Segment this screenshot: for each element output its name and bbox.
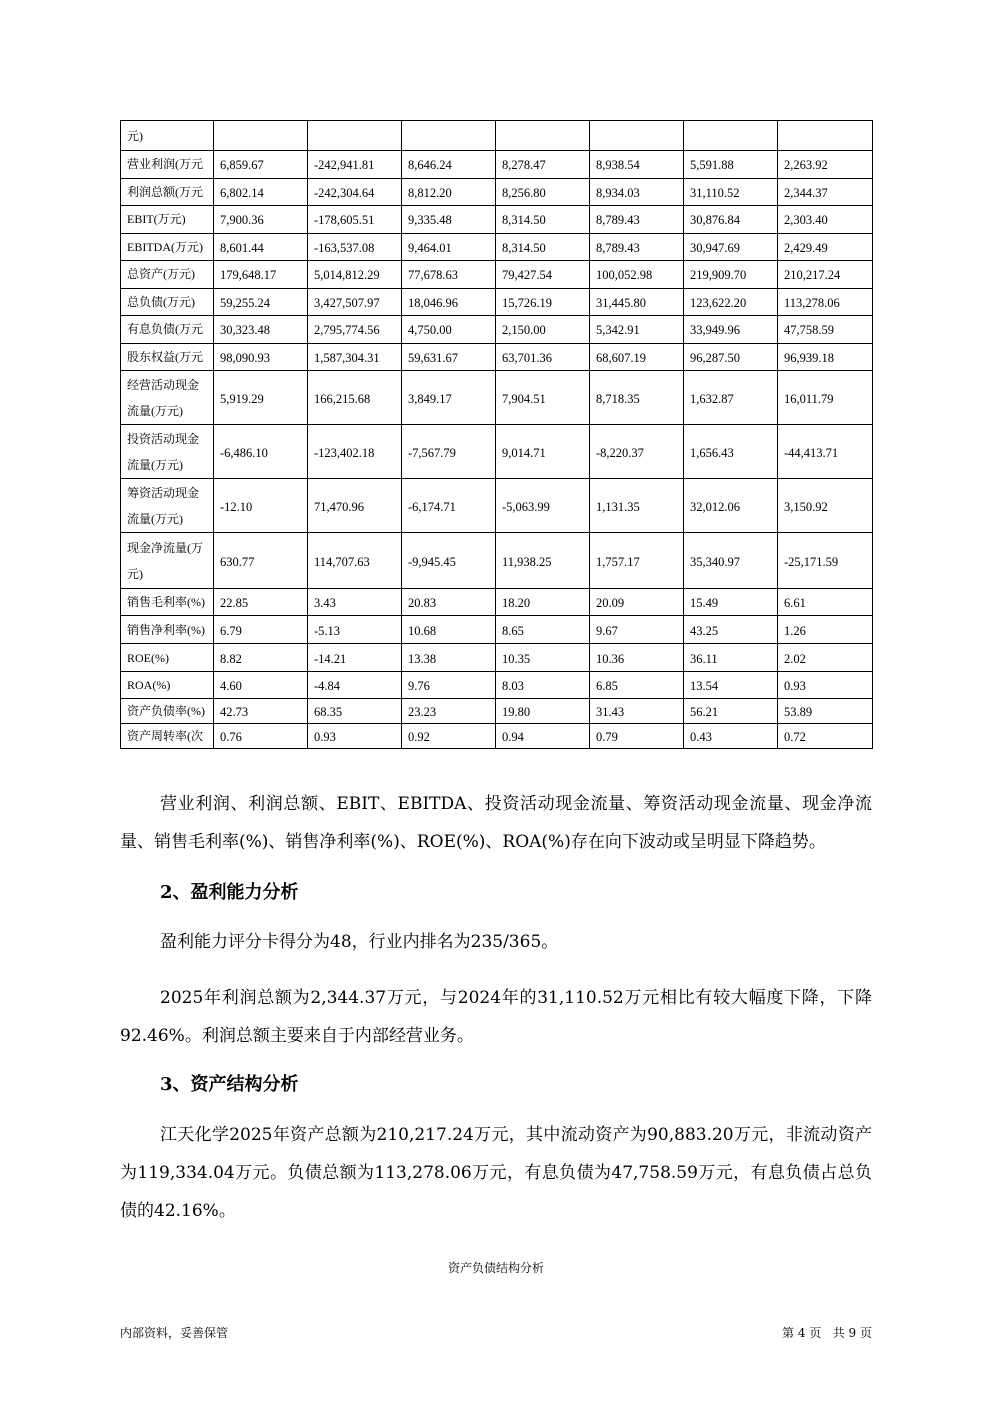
table-cell: 5,342.91 bbox=[590, 316, 684, 344]
table-cell: -9,945.45 bbox=[402, 533, 496, 589]
table-cell: -6,486.10 bbox=[214, 425, 308, 479]
table-cell: 96,287.50 bbox=[684, 343, 778, 371]
table-cell: 31,445.80 bbox=[590, 288, 684, 316]
table-cell: -242,941.81 bbox=[308, 151, 402, 179]
table-cell: 0.79 bbox=[590, 724, 684, 749]
table-cell: 10.36 bbox=[590, 644, 684, 672]
table-row bbox=[121, 672, 873, 699]
table-row bbox=[121, 151, 873, 179]
table-cell: 43.25 bbox=[684, 616, 778, 644]
table-cell: 8,812.20 bbox=[402, 178, 496, 206]
table-cell: 9.76 bbox=[402, 672, 496, 699]
row-label: 有息负债(万元 bbox=[121, 316, 214, 344]
table-cell: 19.80 bbox=[496, 699, 590, 724]
table-cell: 20.09 bbox=[590, 589, 684, 616]
table-cell: 8.65 bbox=[496, 616, 590, 644]
table-cell: 22.85 bbox=[214, 589, 308, 616]
table-cell: 63,701.36 bbox=[496, 343, 590, 371]
table-row bbox=[121, 343, 873, 371]
table-cell: 7,904.51 bbox=[496, 371, 590, 425]
table-cell: 53.89 bbox=[778, 699, 873, 724]
table-cell: 8.03 bbox=[496, 672, 590, 699]
table-cell: 71,470.96 bbox=[308, 479, 402, 533]
table-row bbox=[121, 425, 873, 479]
table-row bbox=[121, 288, 873, 316]
table-cell: -163,537.08 bbox=[308, 233, 402, 261]
table-cell: 8,789.43 bbox=[590, 206, 684, 234]
table-row bbox=[121, 589, 873, 616]
table-cell: -5.13 bbox=[308, 616, 402, 644]
table-cell: 33,949.96 bbox=[684, 316, 778, 344]
table-cell: 6,802.14 bbox=[214, 178, 308, 206]
row-label: 销售毛利率(%) bbox=[121, 589, 214, 616]
table-cell: 9,464.01 bbox=[402, 233, 496, 261]
table-cell: 9.67 bbox=[590, 616, 684, 644]
table-cell: 23.23 bbox=[402, 699, 496, 724]
row-label: 投资活动现金流量(万元) bbox=[121, 425, 214, 479]
table-cell: 68.35 bbox=[308, 699, 402, 724]
table-cell: 8,938.54 bbox=[590, 151, 684, 179]
row-label: 资产周转率(次 bbox=[121, 724, 214, 749]
table-cell: 18.20 bbox=[496, 589, 590, 616]
table-cell: 1,757.17 bbox=[590, 533, 684, 589]
table-row bbox=[121, 261, 873, 289]
table-row bbox=[121, 206, 873, 234]
table-cell: 3.43 bbox=[308, 589, 402, 616]
table-cell: 31.43 bbox=[590, 699, 684, 724]
table-cell: 2,263.92 bbox=[778, 151, 873, 179]
table-cell: 2,150.00 bbox=[496, 316, 590, 344]
table-cell: -8,220.37 bbox=[590, 425, 684, 479]
table-cell: 1.26 bbox=[778, 616, 873, 644]
table-cell: 98,090.93 bbox=[214, 343, 308, 371]
table-cell: 1,632.87 bbox=[684, 371, 778, 425]
table-row bbox=[121, 178, 873, 206]
table-cell bbox=[402, 121, 496, 151]
table-cell: 15,726.19 bbox=[496, 288, 590, 316]
profitability-score-paragraph: 盈利能力评分卡得分为48，行业内排名为235/365。 bbox=[160, 932, 559, 952]
table-cell: 77,678.63 bbox=[402, 261, 496, 289]
table-cell: 5,591.88 bbox=[684, 151, 778, 179]
table-cell: 9,335.48 bbox=[402, 206, 496, 234]
table-cell: 114,707.63 bbox=[308, 533, 402, 589]
table-cell: -242,304.64 bbox=[308, 178, 402, 206]
table-cell bbox=[778, 121, 873, 151]
table-cell: 56.21 bbox=[684, 699, 778, 724]
table-cell: 8,718.35 bbox=[590, 371, 684, 425]
table-cell: 2,303.40 bbox=[778, 206, 873, 234]
row-label: 利润总额(万元 bbox=[121, 178, 214, 206]
table-cell: 31,110.52 bbox=[684, 178, 778, 206]
table-row bbox=[121, 699, 873, 724]
table-cell: -4.84 bbox=[308, 672, 402, 699]
table-cell: 30,947.69 bbox=[684, 233, 778, 261]
table-row bbox=[121, 316, 873, 344]
row-label: 股东权益(万元 bbox=[121, 343, 214, 371]
table-cell: 10.35 bbox=[496, 644, 590, 672]
table-cell: 32,012.06 bbox=[684, 479, 778, 533]
table-cell: 16,011.79 bbox=[778, 371, 873, 425]
table-cell: 8,646.24 bbox=[402, 151, 496, 179]
table-cell: 123,622.20 bbox=[684, 288, 778, 316]
table-row bbox=[121, 616, 873, 644]
table-cell: 6.79 bbox=[214, 616, 308, 644]
table-cell: 30,323.48 bbox=[214, 316, 308, 344]
table-cell: 4.60 bbox=[214, 672, 308, 699]
section-heading-asset-structure: 3、资产结构分析 bbox=[160, 1074, 299, 1095]
table-cell: 166,215.68 bbox=[308, 371, 402, 425]
table-cell: 79,427.54 bbox=[496, 261, 590, 289]
table-cell bbox=[214, 121, 308, 151]
table-cell: 13.38 bbox=[402, 644, 496, 672]
table-cell: 210,217.24 bbox=[778, 261, 873, 289]
table-cell: 30,876.84 bbox=[684, 206, 778, 234]
table-cell: 0.43 bbox=[684, 724, 778, 749]
table-cell: 1,131.35 bbox=[590, 479, 684, 533]
row-label: 现金净流量(万元) bbox=[121, 533, 214, 589]
table-cell: 0.93 bbox=[778, 672, 873, 699]
table-cell: 68,607.19 bbox=[590, 343, 684, 371]
table-cell: 18,046.96 bbox=[402, 288, 496, 316]
table-cell: 2,429.49 bbox=[778, 233, 873, 261]
table-cell: 13.54 bbox=[684, 672, 778, 699]
table-row bbox=[121, 644, 873, 672]
table-cell: 2.02 bbox=[778, 644, 873, 672]
asset-structure-paragraph: 江天化学2025年资产总额为210,217.24万元，其中流动资产为90,883.20万元，非流动资产为119,334.04万元。负债总额为113,278.06万元，有息负债为47,758.59万元，有息负债占总负债的42.16%。 bbox=[120, 1125, 872, 1221]
table-body bbox=[121, 121, 873, 749]
table-cell: 4,750.00 bbox=[402, 316, 496, 344]
table-cell: 0.72 bbox=[778, 724, 873, 749]
table-cell: -7,567.79 bbox=[402, 425, 496, 479]
table-cell: 8,789.43 bbox=[590, 233, 684, 261]
table-cell: -14.21 bbox=[308, 644, 402, 672]
table-cell: 9,014.71 bbox=[496, 425, 590, 479]
table-cell: 15.49 bbox=[684, 589, 778, 616]
financial-indicators-table bbox=[120, 120, 873, 749]
table-cell: 8,934.03 bbox=[590, 178, 684, 206]
row-label: 经营活动现金流量(万元) bbox=[121, 371, 214, 425]
table-cell: 8.82 bbox=[214, 644, 308, 672]
row-label: 销售净利率(%) bbox=[121, 616, 214, 644]
chart-caption: 资产负债结构分析 bbox=[447, 1261, 544, 1275]
table-cell: 2,795,774.56 bbox=[308, 316, 402, 344]
table-cell: -44,413.71 bbox=[778, 425, 873, 479]
table-cell: 5,919.29 bbox=[214, 371, 308, 425]
table-cell: 3,427,507.97 bbox=[308, 288, 402, 316]
row-label: 总负债(万元) bbox=[121, 288, 214, 316]
table-cell: 630.77 bbox=[214, 533, 308, 589]
table-cell: -5,063.99 bbox=[496, 479, 590, 533]
table-cell: 42.73 bbox=[214, 699, 308, 724]
table-cell: -12.10 bbox=[214, 479, 308, 533]
table-row bbox=[121, 233, 873, 261]
table-cell: 96,939.18 bbox=[778, 343, 873, 371]
row-label: EBIT(万元) bbox=[121, 206, 214, 234]
table-cell: 0.76 bbox=[214, 724, 308, 749]
trend-summary-paragraph: 营业利润、利润总额、EBIT、EBITDA、投资活动现金流量、筹资活动现金流量、现金净流量、销售毛利率(%)、销售净利率(%)、ROE(%)、ROA(%)存在向下波动或呈明显下降趋势。 bbox=[120, 794, 872, 852]
row-label: 资产负债率(%) bbox=[121, 699, 214, 724]
table-cell: -6,174.71 bbox=[402, 479, 496, 533]
table-cell: 8,314.50 bbox=[496, 206, 590, 234]
table-cell: 3,849.17 bbox=[402, 371, 496, 425]
table-cell: 1,656.43 bbox=[684, 425, 778, 479]
table-cell bbox=[308, 121, 402, 151]
table-cell: 7,900.36 bbox=[214, 206, 308, 234]
table-cell: 8,314.50 bbox=[496, 233, 590, 261]
table-row bbox=[121, 121, 873, 151]
footer-confidential-note: 内部资料，妥善保管 bbox=[120, 1326, 229, 1340]
row-label: EBITDA(万元) bbox=[121, 233, 214, 261]
table-cell: 10.68 bbox=[402, 616, 496, 644]
table-row bbox=[121, 479, 873, 533]
table-cell: 47,758.59 bbox=[778, 316, 873, 344]
table-cell: 8,256.80 bbox=[496, 178, 590, 206]
table-cell: 5,014,812.29 bbox=[308, 261, 402, 289]
table-cell: 8,278.47 bbox=[496, 151, 590, 179]
table-cell: 2,344.37 bbox=[778, 178, 873, 206]
table-cell: 11,938.25 bbox=[496, 533, 590, 589]
table-cell: -25,171.59 bbox=[778, 533, 873, 589]
table-row bbox=[121, 533, 873, 589]
table-cell: 3,150.92 bbox=[778, 479, 873, 533]
table-cell: 6,859.67 bbox=[214, 151, 308, 179]
table-row bbox=[121, 371, 873, 425]
row-label: 总资产(万元) bbox=[121, 261, 214, 289]
table-row bbox=[121, 724, 873, 749]
row-label: 元) bbox=[121, 121, 214, 151]
table-cell: 6.85 bbox=[590, 672, 684, 699]
footer-page-number: 第 4 页 共 9 页 bbox=[782, 1326, 872, 1340]
table-cell: 113,278.06 bbox=[778, 288, 873, 316]
table-cell: 35,340.97 bbox=[684, 533, 778, 589]
row-label: ROE(%) bbox=[121, 644, 214, 672]
profit-change-paragraph: 2025年利润总额为2,344.37万元，与2024年的31,110.52万元相比有较大幅度下降，下降92.46%。利润总额主要来自于内部经营业务。 bbox=[120, 988, 872, 1046]
table-cell: 36.11 bbox=[684, 644, 778, 672]
row-label: 筹资活动现金流量(万元) bbox=[121, 479, 214, 533]
table-cell: 0.94 bbox=[496, 724, 590, 749]
table-cell: 59,255.24 bbox=[214, 288, 308, 316]
table-cell bbox=[590, 121, 684, 151]
table-cell: 20.83 bbox=[402, 589, 496, 616]
row-label: 营业利润(万元 bbox=[121, 151, 214, 179]
table-cell: 219,909.70 bbox=[684, 261, 778, 289]
table-cell: 0.93 bbox=[308, 724, 402, 749]
table-cell: 1,587,304.31 bbox=[308, 343, 402, 371]
table-cell: 59,631.67 bbox=[402, 343, 496, 371]
table-cell bbox=[684, 121, 778, 151]
table-cell: 100,052.98 bbox=[590, 261, 684, 289]
table-cell bbox=[496, 121, 590, 151]
table-cell: 0.92 bbox=[402, 724, 496, 749]
table-cell: 179,648.17 bbox=[214, 261, 308, 289]
section-heading-profitability: 2、盈利能力分析 bbox=[160, 882, 299, 903]
row-label: ROA(%) bbox=[121, 672, 214, 699]
table-cell: -178,605.51 bbox=[308, 206, 402, 234]
table-cell: 8,601.44 bbox=[214, 233, 308, 261]
table-cell: -123,402.18 bbox=[308, 425, 402, 479]
table-cell: 6.61 bbox=[778, 589, 873, 616]
